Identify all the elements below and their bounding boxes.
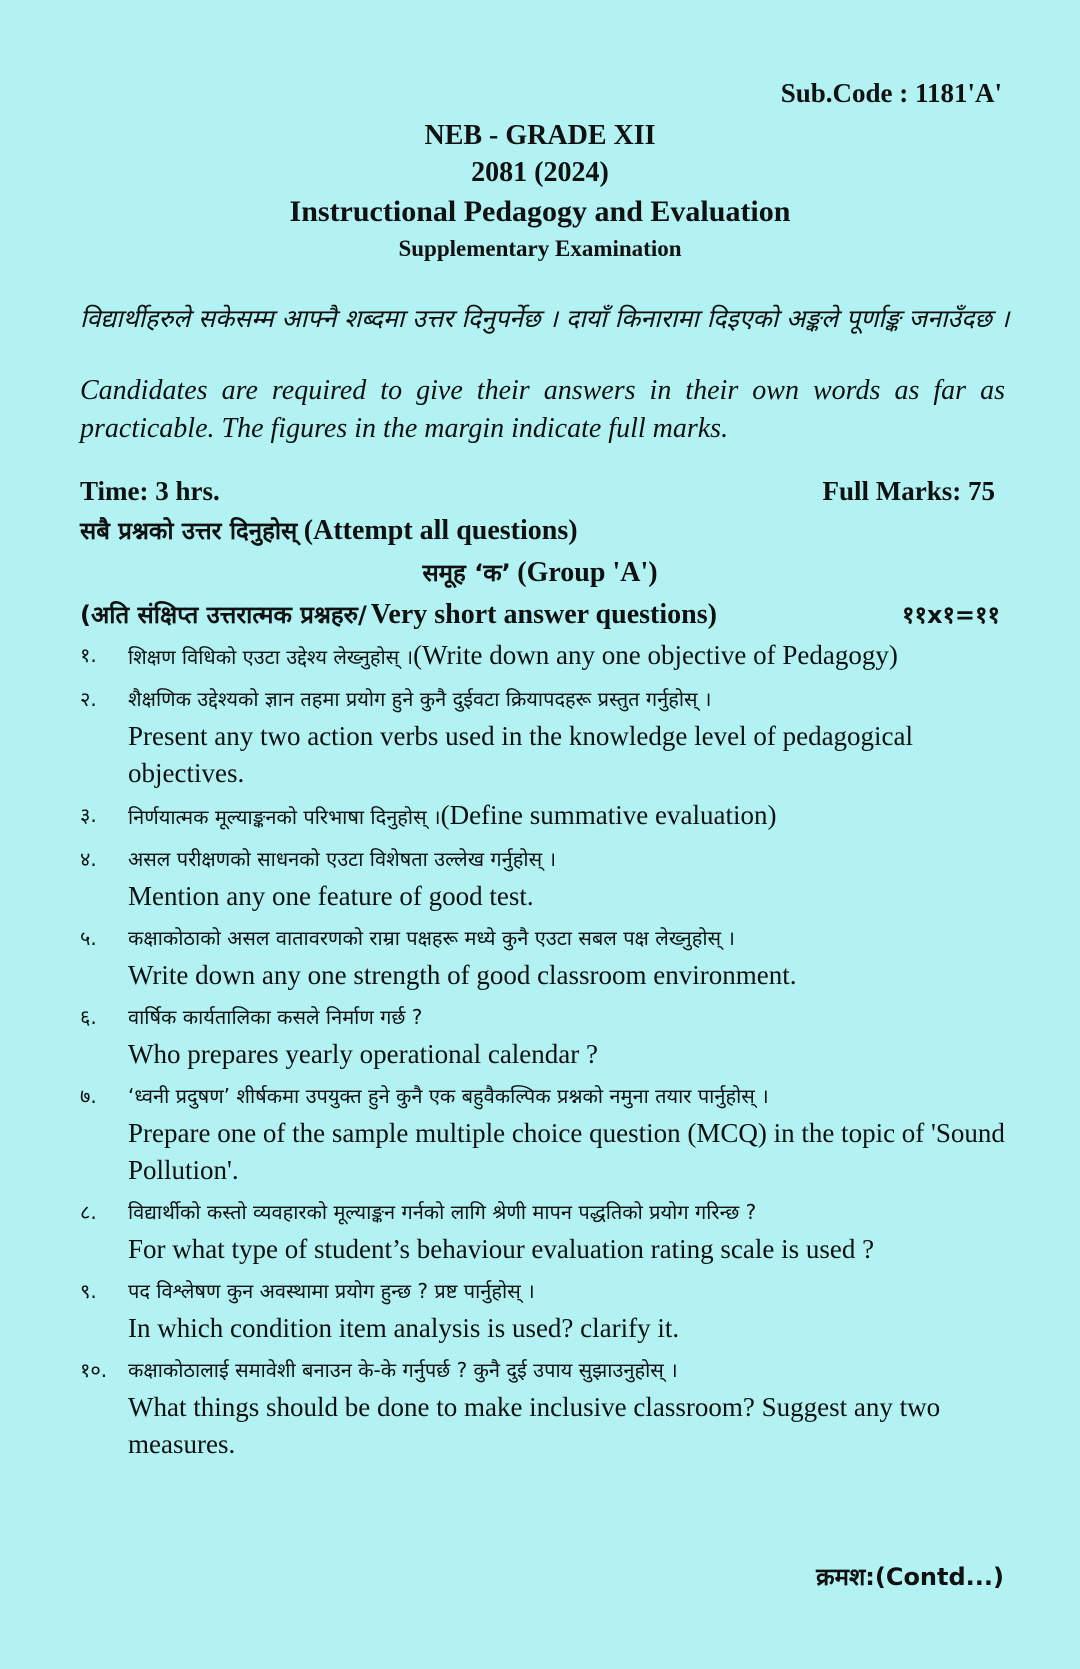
question-item [80,680,1010,792]
question-english: For what type of student’s behaviour evaluation rating scale is used ? [128,1234,875,1264]
section-marks: ११x१=११ [902,601,1000,629]
question-nepali [128,998,1010,1036]
question-item [80,840,1010,915]
question-number: ९. [80,1279,97,1303]
group-english: (Group 'A') [517,557,658,588]
question-number: १. [80,643,97,667]
question-number: ४. [80,847,97,871]
question-nepali-text: कक्षाकोठाको असल वातावरणको राम्रा पक्षहरू मध्ये कुनै एउटा सबल पक्ष लेख्नुहोस् । [128,926,736,950]
question-item [80,1351,1010,1463]
question-number: ७. [80,1084,97,1108]
instructions-english [80,372,1005,448]
exam-type: Supplementary Examination [398,236,682,261]
question-english: What things should be done to make inclusive classroom? Suggest any two measures. [128,1392,941,1459]
attempt-english: (Attempt all questions) [303,515,578,546]
question-nepali-text: शैक्षणिक उद्देश्यको ज्ञान तहमा प्रयोग हुने कुनै दुईवटा क्रियापदहरू प्रस्तुत गर्नुहोस् । [128,687,712,711]
attempt-instruction [80,514,578,547]
section-english: Very short answer questions) [370,599,717,630]
question-item [80,1193,1010,1268]
question-number: ५. [80,926,97,950]
attempt-nepali: सबै प्रश्नको उत्तर दिनुहोस् [80,517,298,545]
question-nepali-text: विद्यार्थीको कस्तो व्यवहारको मूल्याङ्कन गर्नको लागि श्रेणी मापन पद्धतिको प्रयोग गरिन्छ ? [128,1200,757,1224]
question-nepali-text: निर्णयात्मक मूल्याङ्कनको परिभाषा दिनुहोस् । [128,805,441,829]
exam-header [0,118,1080,266]
question-number: ३. [80,803,97,827]
question-nepali [128,1193,1010,1231]
question-item [80,919,1010,994]
question-number: १०. [80,1358,108,1382]
question-nepali [128,796,1010,836]
question-nepali [128,1077,1010,1115]
question-nepali-text: वार्षिक कार्यतालिका कसले निर्माण गर्छ ? [128,1005,423,1029]
question-english-inline: (Define summative evaluation) [440,800,777,830]
question-nepali-text: पद विश्लेषण कुन अवस्थामा प्रयोग हुन्छ ? प्रष्ट पार्नुहोस् । [128,1279,535,1303]
question-english: Mention any one feature of good test. [128,881,534,911]
question-item [80,1077,1010,1189]
instructions-english-line1: Candidates are required to give their answers in their own words as far as [80,375,1005,406]
subject-code: Sub.Code : 1181'A' [780,78,1002,108]
question-english: In which condition item analysis is used? clarify it. [128,1313,680,1343]
group-heading [0,556,1080,589]
time-marks-row [80,476,995,507]
instructions-english-line2: practicable. The figures in the margin indicate full marks. [80,413,729,444]
question-nepali [128,636,1010,676]
question-item [80,1272,1010,1347]
group-nepali: समूह ‘क’ [422,559,511,587]
question-english: Present any two action verbs used in the knowledge level of pedagogical objectives. [128,721,914,788]
question-nepali [128,919,1010,957]
question-nepali-text: असल परीक्षणको साधनको एउटा विशेषता उल्लेख गर्नुहोस् । [128,847,557,871]
question-item [80,998,1010,1073]
question-english-inline: (Write down any one objective of Pedagogy) [413,640,898,670]
question-nepali [128,680,1010,718]
question-nepali-text: ‘ध्वनी प्रदुषण’ शीर्षकमा उपयुक्त हुने कुनै एक बहुवैकल्पिक प्रश्नको नमुना तयार पार्नुहोस् । [128,1084,769,1108]
question-english: Write down any one strength of good classroom environment. [128,960,797,990]
question-nepali [128,1351,1010,1389]
question-english: Prepare one of the sample multiple choice question (MCQ) in the topic of 'Sound Pollution'. [128,1118,1005,1185]
question-list [80,636,1010,1467]
question-nepali-text: कक्षाकोठालाई समावेशी बनाउन के-के गर्नुपर्छ ? कुनै दुई उपाय सुझाउनुहोस् । [128,1358,678,1382]
question-item [80,796,1010,836]
time-allowed: Time: 3 hrs. [80,476,220,506]
instructions-nepali: विद्यार्थीहरुले सकेसम्म आफ्नै शब्दमा उत्तर दिनुपर्नेछ । दायाँ किनारामा दिइएको अङ्कले पूर्णाङ्क जनाउँदछ । [80,304,1010,333]
question-nepali [128,840,1010,878]
question-english: Who prepares yearly operational calendar ? [128,1039,598,1069]
question-number: ८. [80,1200,97,1224]
question-item [80,636,1010,676]
continued-text: क्रमश:(Contd...) [816,1563,1004,1591]
question-nepali [128,1272,1010,1310]
continued-marker [816,1560,1004,1593]
exam-year: 2081 (2024) [471,157,609,188]
question-number: ६. [80,1005,97,1029]
full-marks: Full Marks: 75 [822,476,995,506]
board-title: NEB - GRADE XII [424,120,656,151]
section-nepali: (अति संक्षिप्त उत्तरात्मक प्रश्नहरु/ [80,601,367,629]
section-heading [80,598,1000,631]
subject-title: Instructional Pedagogy and Evaluation [289,195,791,228]
question-nepali-text: शिक्षण विधिको एउटा उद्देश्य लेख्नुहोस् । [128,645,414,669]
question-number: २. [80,687,97,711]
